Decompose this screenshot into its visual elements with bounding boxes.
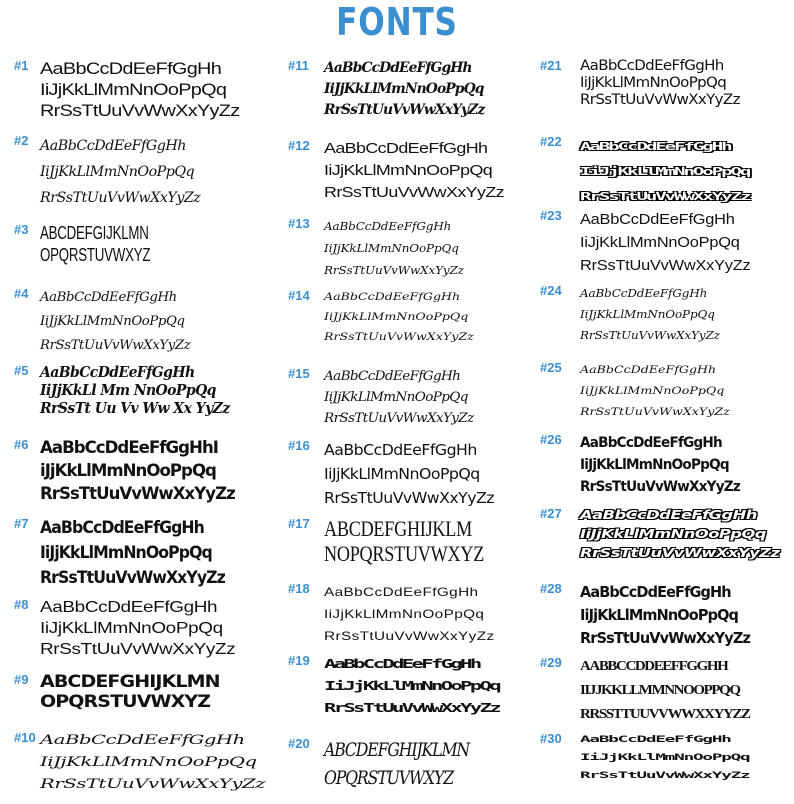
font-sample-line: IiJjKkLlMmNnOoPpQq [324, 312, 469, 323]
font-sample-line: AaBbCcDdEeFfGgHh [580, 735, 731, 745]
font-sample-line: AaBbCcDdEeFfGgHh [324, 369, 461, 384]
font-sample-line: RrSsTtUuVvWwXxYyZz [40, 568, 225, 588]
font-sample-line: IiJjKkLlMmNnOoPpQq [40, 543, 212, 563]
font-sample-line: AaBbCcDdEeFfGgHh [40, 290, 177, 305]
font-sample-line: AaBbCcDdEeFfGgHh [324, 657, 480, 671]
font-sample-line: AaBbCcDdEeFfGgHh [40, 518, 204, 538]
font-sample-lines [580, 360, 730, 423]
font-number: #7 [14, 516, 29, 531]
font-sample-line: IiJjKkLlMmNnOoPpQq [324, 81, 484, 97]
font-sample-line: AaBbCcDdEeFfGgHh [580, 211, 735, 228]
font-sample-line: AaBbCcDdEeFfGgHh [324, 585, 479, 599]
font-sample-line: RrSsTtUuVvWwXxYyZz [324, 629, 495, 643]
font-number: #19 [288, 653, 310, 668]
font-sample-lines [580, 432, 740, 498]
font-number: #28 [540, 581, 562, 596]
font-sample-lines [40, 222, 150, 266]
font-sample-lines [40, 286, 190, 358]
font-sample-lines [40, 133, 200, 211]
font-number: #13 [288, 216, 310, 231]
font-sample-line: OPQRSTUVWXYZ [40, 245, 151, 265]
font-sample-line: IiJjKkLlMmNnOoPpQq [324, 242, 459, 255]
font-sample-line: AaBbCcDdEeFfGgHh [580, 365, 717, 376]
font-sample-line: RrSsTtUuVvWwXxYyZz [324, 489, 495, 507]
font-sample-line: AaBbCcDdEeFfGgHh [324, 60, 472, 76]
font-sample-line: NOPQRSTUVWXYZ [324, 541, 485, 566]
font-sample-lines [40, 363, 230, 417]
font-sample-line: RrSsTtUuVvWwXxYyZz [580, 629, 751, 647]
font-sample-line: IiJjKkLlMmNnOoPpQq [40, 314, 185, 329]
page-title: FONTS [336, 0, 458, 44]
font-sample-lines [324, 653, 499, 719]
font-sample-lines [324, 581, 495, 647]
font-sample-lines [324, 366, 474, 429]
font-sample-line: IiJjKkLlMmNnOoPpQq [40, 80, 227, 99]
font-sample-line: RrSsTtUuVvWwXxYyZz [40, 484, 235, 504]
font-sample-line: RrSsTtUuVvWwXxYyZz [324, 184, 505, 201]
font-number: #10 [14, 730, 36, 745]
font-number: #8 [14, 597, 29, 612]
font-number: #18 [288, 581, 310, 596]
font-sample-line: IiJjKkLlMmNnOoPpQq [580, 606, 739, 624]
font-sample-line: IiJjKkLlMmNnOoPpQq [580, 308, 715, 321]
font-sample-line: IiJjKkLlMmNnOoPpQq [324, 679, 500, 693]
font-sample-line: AaBbCcDdEeFfGgHh [40, 599, 218, 616]
font-number: #9 [14, 672, 29, 687]
font-number: #20 [288, 736, 310, 751]
font-sample-line: IiJjKkLlMmNnOoPpQq [580, 457, 729, 473]
font-sample-line: RrSsTtUuVvWwXxYyZz [580, 257, 751, 274]
font-sample-line: AaBbCcDdEeFfGgHh [40, 733, 245, 748]
font-number: #17 [288, 516, 310, 531]
font-sample-line: IiJjKkLl Mm NnOoPpQq [40, 381, 216, 399]
font-sample-line: IiJjKkLlMmNnOoPpQq [324, 390, 468, 405]
font-sample-line: RRSSTTUUVVWWXXYYZZ [580, 707, 750, 722]
font-number: #27 [540, 506, 562, 521]
font-sample-lines [580, 134, 749, 209]
font-sample-line: ABCDEFGHIJKLM [324, 516, 473, 541]
font-sample-line: RrSsTtUuVvWwXxYyZz [324, 264, 464, 277]
font-sample-line: RrSsTtUuVvWwXxYyZz [324, 102, 485, 118]
font-sample-line: AaBbCcDdEeFfGgHh [324, 441, 477, 459]
font-sample-line: AaBbCcDdEeFfGgHh [580, 58, 724, 74]
font-sample-line: RrSsTtUuVvWwXxYyZz [324, 411, 474, 426]
font-number: #5 [14, 363, 29, 378]
font-sample-lines [324, 516, 484, 566]
font-sample-lines [580, 58, 740, 109]
font-sample-line: AaBbCcDdEeFfGgHh [40, 363, 195, 381]
font-sample-line: IiJjKkLlMmNnOoPpQq [324, 162, 493, 179]
font-number: #1 [14, 58, 29, 73]
font-number: #30 [540, 731, 562, 746]
font-sample-lines [40, 437, 235, 506]
font-sample-line: RrSsTtUuVvWwXxYyZz [580, 329, 720, 342]
font-sample-line: AaBbCcDdEeFfGgHhI [40, 438, 218, 458]
font-sample-line: IiJjKkLlMmNnOoPpQq [40, 755, 257, 770]
font-number: #24 [540, 283, 562, 298]
font-sample-lines [324, 288, 474, 348]
font-sample-line: RrSsTtUuVvWwXxYyZz [324, 701, 500, 715]
font-sample-line: AaBbCcDdEeFfGgHh [324, 220, 452, 233]
font-number: #14 [288, 288, 310, 303]
font-sample-lines [324, 438, 494, 510]
font-sample-lines [580, 731, 749, 785]
font-number: #22 [540, 134, 562, 149]
font-sample-lines [580, 208, 750, 277]
font-sample-line: RrSsTt Uu Vv Ww Xx YyZz [40, 399, 230, 417]
font-sample-lines [324, 736, 469, 792]
font-sample-line: AaBbCcDdEeFfGgHh [580, 140, 731, 153]
font-sample-line: IiJjKkLlMmNnOoPpQq [580, 753, 750, 763]
font-number: #11 [288, 58, 309, 73]
font-sample-line: IIJJKKLLMMNNOOPPQQ [580, 683, 740, 698]
font-sample-line: RrSsTtUuVvWwXxYyZz [580, 92, 740, 108]
font-sample-line: IiJjKkLlMmNnOoPpQq [324, 607, 485, 621]
font-sample-line: iJjKkLlMmNnOoPpQq [40, 461, 216, 481]
font-sample-line: RrSsTtUuVvWwXxYyZz [40, 338, 191, 353]
font-sample-line: OPQRSTUVWXYZ [324, 767, 453, 789]
font-sample-line: RrSsTtUuVvWwXxYyZz [580, 479, 741, 495]
font-sample-lines [580, 506, 779, 563]
font-sample-lines [580, 581, 750, 650]
font-sample-line: AaBbCcDdEeFfGgHh [40, 59, 222, 78]
font-sample-line: ABCDEFGIJKLMN [40, 223, 149, 243]
font-sample-line: RrSsTtUuVvWwXxYyZz [40, 190, 201, 206]
font-sample-line: ABCDEFGHIJKLMN [324, 739, 470, 761]
font-number: #16 [288, 438, 310, 453]
font-sample-lines [40, 730, 265, 796]
font-number: #2 [14, 133, 29, 148]
font-number: #29 [540, 655, 562, 670]
font-sample-line: IiJjKkLlMmNnOoPpQq [324, 465, 480, 483]
font-number: #21 [540, 58, 562, 73]
font-sample-line: AaBbCcDdEeFfGgHh [580, 583, 731, 601]
font-number: #26 [540, 432, 562, 447]
font-sample-lines [40, 672, 220, 712]
font-sample-line: OPQRSTUVWXYZ [40, 692, 211, 712]
font-sample-line: RrSsTtUuVvWwXxYyZz [580, 546, 780, 560]
font-sample-line: RrSsTtUuVvWwXxYyZz [40, 777, 266, 792]
font-sample-line: AaBbCcDdEeFfGgHh [40, 138, 186, 154]
font-sample-line: IiJjKkLlMmNnOoPpQq [580, 75, 727, 91]
font-number: #15 [288, 366, 310, 381]
font-sample-line: AaBbCcDdEeFfGgHh [324, 292, 461, 303]
font-number: #4 [14, 286, 29, 301]
font-sample-line: AABBCCDDEEFFGGHH [580, 659, 728, 674]
font-sample-line: AaBbCcDdEeFfGgHh [324, 140, 488, 157]
font-sample-line: RrSsTtUuVvWwXxYyZz [580, 771, 750, 781]
font-sample-line: AaBbCcDdEeFfGgHh [580, 508, 757, 522]
font-sample-lines [40, 597, 235, 660]
font-number: #25 [540, 360, 562, 375]
font-sample-lines [324, 58, 484, 121]
font-number: #3 [14, 222, 29, 237]
font-sample-line: RrSsTtUuVvWwXxYyZz [40, 641, 236, 658]
font-sample-line: RrSsTtUuVvWwXxYyZz [580, 190, 750, 203]
font-sample-lines [324, 216, 464, 282]
font-sample-line: ABCDEFGHIJKLMN [40, 672, 220, 692]
font-number: #6 [14, 437, 29, 452]
font-sample-lines [580, 283, 720, 346]
font-sample-line: RrSsTtUuVvWwXxYyZz [580, 407, 730, 418]
font-sample-lines [580, 655, 750, 727]
font-sample-lines [40, 58, 239, 121]
font-sample-line: IiJjKkLlMmNnOoPpQq [580, 234, 740, 251]
font-sample-lines [40, 516, 225, 591]
font-sample-line: RrSsTtUuVvWwXxYyZz [40, 101, 240, 120]
font-sample-line: IiJjKkLlMmNnOoPpQq [40, 164, 195, 180]
font-sample-line: RrSsTtUuVvWwXxYyZz [324, 332, 474, 343]
font-sample-line: AaBbCcDdEeFfGgHh [580, 435, 722, 451]
font-number: #12 [288, 138, 310, 153]
font-sample-lines [324, 138, 504, 204]
font-sample-line: IiJjKkLlMmNnOoPpQq [40, 620, 223, 637]
font-sample-line: IiJjKkLlMmNnOoPpQq [580, 165, 750, 178]
font-number: #23 [540, 208, 562, 223]
font-sample-line: IiJjKkLlMmNnOoPpQq [580, 386, 725, 397]
font-sample-line: IiJjKkLlMmNnOoPpQq [580, 527, 766, 541]
font-sample-line: AaBbCcDdEeFfGgHh [580, 287, 708, 300]
